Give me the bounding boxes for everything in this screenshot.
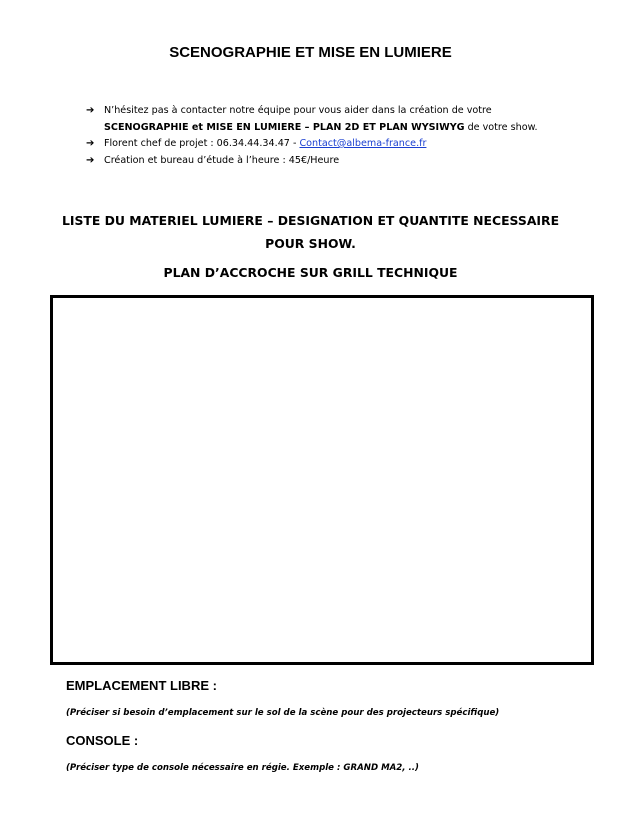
material-list-heading <box>0 209 621 255</box>
contact-email-link[interactable]: Contact@albema-france.fr <box>299 138 427 149</box>
console-label: CONSOLE : <box>66 733 139 748</box>
arrow-icon: ➔ <box>86 138 95 149</box>
bullet-project-manager <box>86 136 556 153</box>
rigging-plan-drawing-area[interactable] <box>50 295 594 665</box>
document-title: SCENOGRAPHIE ET MISE EN LUMIERE <box>169 44 452 61</box>
bullet-bold-text: SCENOGRAPHIE et MISE EN LUMIERE – PLAN 2D ET PLAN WYSIWYG <box>104 121 465 133</box>
emplacement-note: (Préciser si besoin d’emplacement sur le sol de la scène pour des projecteurs spécifique) <box>66 708 500 718</box>
heading-line-1: LISTE DU MATERIEL LUMIERE – DESIGNATION ET QUANTITE NECESSAIRE <box>61 213 560 228</box>
heading-line-2: POUR SHOW. <box>265 236 356 251</box>
bullet-text: Florent chef de projet : 06.34.44.34.47 - <box>104 138 300 149</box>
bullet-text-end: de votre show. <box>464 121 538 133</box>
arrow-icon: ➔ <box>86 154 95 166</box>
contact-bullet-list <box>86 103 556 169</box>
arrow-icon: ➔ <box>86 105 95 116</box>
emplacement-label: EMPLACEMENT LIBRE : <box>66 678 217 693</box>
bullet-text: N’hésitez pas à contacter notre équipe pour vous aider dans la création de votre <box>104 105 492 116</box>
console-note: (Préciser type de console nécessaire en régie. Exemple : GRAND MA2, ..) <box>66 763 419 773</box>
bullet-text: Création et bureau d’étude à l’heure : 45€/Heure <box>104 154 340 166</box>
bullet-hourly-rate <box>86 153 556 170</box>
rigging-plan-heading: PLAN D’ACCROCHE SUR GRILL TECHNIQUE <box>163 265 458 280</box>
bullet-contact-team <box>86 103 556 136</box>
